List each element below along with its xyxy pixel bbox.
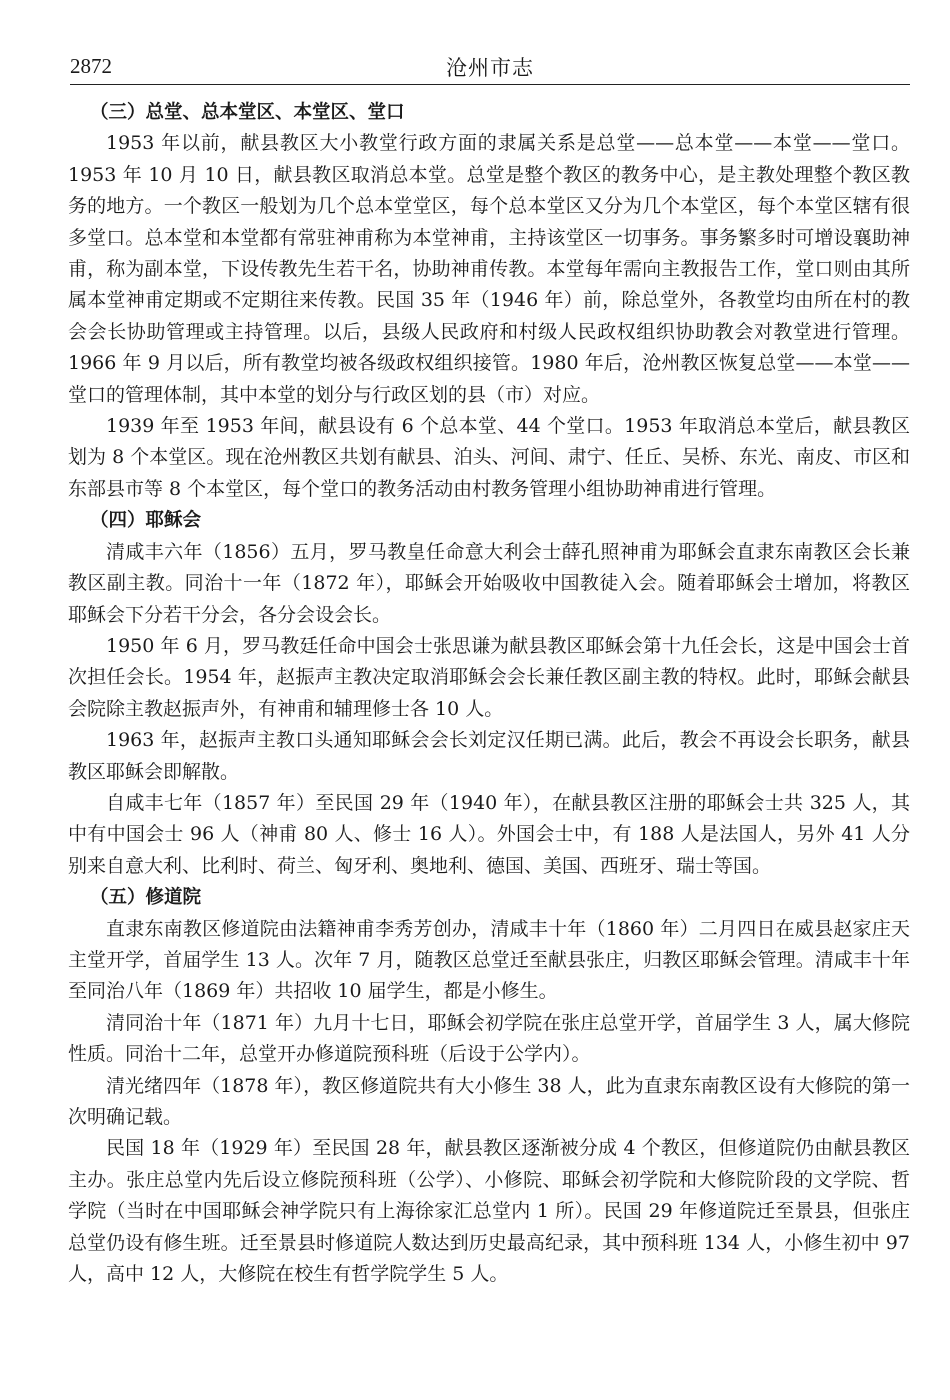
paragraph: 清咸丰六年（1856）五月，罗马教皇任命意大利会士薛孔照神甫为耶稣会直隶东南教区会长兼教区副主教。同治十一年（1872 年），耶稣会开始吸收中国教徒入会。随着耶稣会士增加，将教区耶稣会下分若干分会，各分会设会长。 bbox=[68, 540, 910, 626]
paragraph: 自咸丰七年（1857 年）至民国 29 年（1940 年），在献县教区注册的耶稣会士共 325 人，其中有中国会士 96 人（神甫 80 人、修士 16 人）。外国会士中，有 188 人是法国人，另外 41 人分别来自意大利、比利时、荷兰、匈牙利、奥地利、德国、美国、西班牙、瑞士等国。 bbox=[68, 791, 910, 877]
page-number: 2872 bbox=[70, 54, 112, 78]
paragraph: 清光绪四年（1878 年），教区修道院共有大小修生 38 人，此为直隶东南教区设有大修院的第一次明确记载。 bbox=[68, 1074, 910, 1128]
section-heading-4: （四）耶稣会 bbox=[90, 510, 202, 532]
paragraph: 直隶东南教区修道院由法籍神甫李秀芳创办，清咸丰十年（1860 年）二月四日在威县赵家庄天主堂开学，首届学生 13 人。次年 7 月，随教区总堂迁至献县张庄，归教区耶稣会管理。清咸丰十年至同治八年（1869 年）共招收 10 届学生，都是小修生。 bbox=[68, 917, 910, 1003]
paragraph: 民国 18 年（1929 年）至民国 28 年，献县教区逐渐被分成 4 个教区，但修道院仍由献县教区主办。张庄总堂内先后设立修院预科班（公学）、小修院、耶稣会初学院和大修院阶段的文学院、哲学院（当时在中国耶稣会神学院只有上海徐家汇总堂内 1 所）。民国 29 年修道院迁至景县，但张庄总堂仍设有修生班。迁至景县时修道院人数达到历史最高纪录，其中预科班 134 人，小修生初中 97 人，高中 12 人，大修院在校生有哲学院学生 5 人。 bbox=[68, 1137, 910, 1286]
section-heading-5: （五）修道院 bbox=[90, 887, 202, 909]
body-text bbox=[68, 97, 910, 1290]
section-heading-3: （三）总堂、总本堂区、本堂区、堂口 bbox=[90, 102, 405, 123]
paragraph: 1963 年，赵振声主教口头通知耶稣会会长刘定汉任期已满。此后，教会不再设会长职务，献县教区耶稣会即解散。 bbox=[68, 729, 910, 783]
page-header bbox=[70, 48, 910, 85]
paragraph: 清同治十年（1871 年）九月十七日，耶稣会初学院在张庄总堂开学，首届学生 3 人，属大修院性质。同治十二年，总堂开办修道院预科班（后设于公学内）。 bbox=[68, 1011, 910, 1066]
paragraph: 1939 年至 1953 年间，献县设有 6 个总本堂、44 个堂口。1953 年取消总本堂后，献县教区划为 8 个本堂区。现在沧州教区共划有献县、泊头、河间、肃宁、任丘、吴桥、东光、南皮、市区和东部县市等 8 个本堂区，每个堂口的教务活动由村教务管理小组协助神甫进行管理。 bbox=[68, 415, 910, 500]
paragraph: 1950 年 6 月，罗马教廷任命中国会士张思谦为献县教区耶稣会第十九任会长，这是中国会士首次担任会长。1954 年，赵振声主教决定取消耶稣会会长兼任教区副主教的特权。此时，耶稣会献县会院除主教赵振声外，有神甫和辅理修士各 10 人。 bbox=[68, 634, 910, 720]
paragraph: 1953 年以前，献县教区大小教堂行政方面的隶属关系是总堂——总本堂——本堂——堂口。1953 年 10 月 10 日，献县教区取消总本堂。总堂是整个教区的教务中心，是主教处理整个教区教务的地方。一个教区一般划为几个总本堂堂区，每个总本堂区又分为几个本堂区，每个本堂区辖有很多堂口。总本堂和本堂都有常驻神甫称为本堂神甫，主持该堂区一切事务。事务繁多时可增设襄助神甫，称为副本堂，下设传教先生若干名，协助神甫传教。本堂每年需向主教报告工作，堂口则由其所属本堂神甫定期或不定期往来传教。民国 35 年（1946 年）前，除总堂外，各教堂均由所在村的教会会长协助管理或主持管理。以后，县级人民政府和村级人民政权组织协助教会对教堂进行管理。1966 年 9 月以后，所有教堂均被各级政权组织接管。1980 年后，沧州教区恢复总堂——本堂——堂口的管理体制，其中本堂的划分与行政区划的县（市）对应。 bbox=[68, 132, 910, 406]
running-title: 沧州市志 bbox=[446, 56, 534, 80]
